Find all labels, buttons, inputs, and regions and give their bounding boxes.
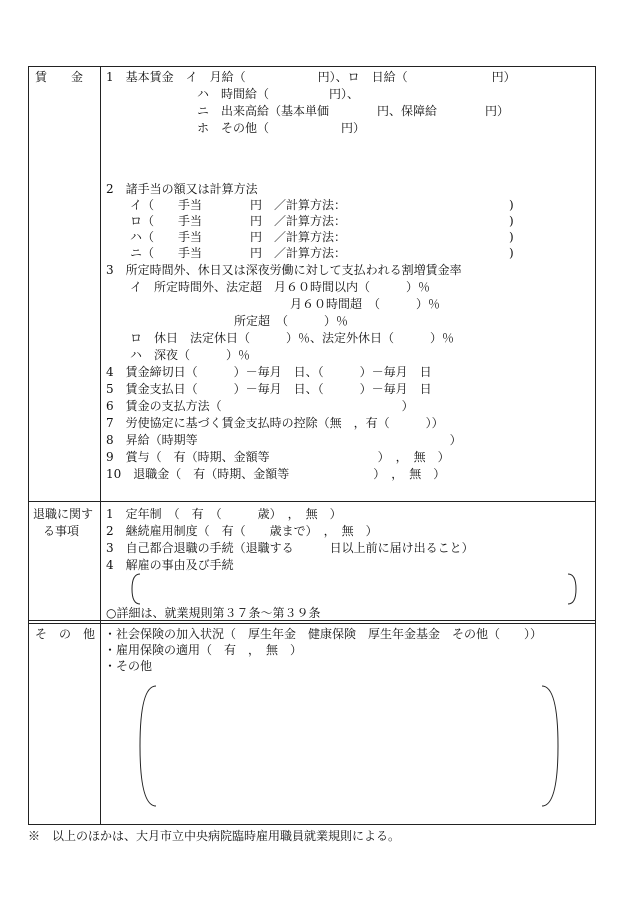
dismissal-bracket bbox=[128, 572, 588, 606]
allowance-line: ニ（ 手当 円 ／計算方法： bbox=[130, 246, 347, 260]
allowance-close: ) bbox=[509, 246, 514, 260]
retire-line: 4 解雇の事由及び手続 bbox=[106, 558, 234, 572]
retire-line: 2 継続雇用制度（ 有（ 歳まで） ， 無 ） bbox=[106, 524, 378, 538]
allowance-close: ) bbox=[509, 230, 514, 244]
allowance-close: ) bbox=[509, 214, 514, 228]
wage-line: ロ 休日 法定休日（ ）％、法定外休日（ ）％ bbox=[130, 331, 455, 345]
wage-header: 賃 金 bbox=[35, 70, 84, 84]
retire-line: 3 自己都合退職の手続（退職する 日以上前に届け出ること） bbox=[106, 541, 474, 555]
footnote: ※ 以上のほかは、大月市立中央病院臨時雇用職員就業規則による。 bbox=[28, 829, 401, 843]
wage-line: 2 諸手当の額又は計算方法 bbox=[106, 182, 258, 196]
allowance-line: ハ（ 手当 円 ／計算方法： bbox=[130, 230, 347, 244]
table-bottom-border bbox=[28, 824, 596, 825]
table-left-border bbox=[28, 66, 29, 825]
wage-line: イ 所定時間外、法定超 月６０時間以内（ ）％ bbox=[130, 280, 431, 294]
wage-line: 所定超 （ ）％ bbox=[234, 314, 349, 328]
other-line: ・社会保険の加入状況（ 厚生年金 健康保険 厚生年金基金 その他（ ）） bbox=[104, 627, 543, 641]
allowance-close: ) bbox=[509, 198, 514, 212]
bracket-right bbox=[568, 574, 576, 604]
wage-line: 9 賞与（ 有（時期、金額等 ） ， 無 ） bbox=[106, 450, 450, 464]
wage-line: 月６０時間超 （ ）％ bbox=[290, 297, 441, 311]
bracket-right bbox=[542, 686, 558, 806]
wage-line: 8 昇給（時期等 ） bbox=[106, 433, 462, 447]
wage-line: 5 賃金支払日（ ）－毎月 日、（ ）－毎月 日 bbox=[106, 382, 432, 396]
retire-line: 1 定年制 （ 有 （ 歳） ， 無 ） bbox=[106, 507, 342, 521]
wage-line: 10 退職金（ 有（時期、金額等 ） ， 無 ） bbox=[106, 467, 446, 481]
other-line: ・雇用保険の適用（ 有 ， 無 ） bbox=[104, 643, 303, 657]
wage-line: 1 基本賃金 イ 月給（ 円）、ロ 日給（ 円） bbox=[106, 70, 516, 84]
table-right-border bbox=[595, 66, 596, 825]
wage-line: 3 所定時間外、休日又は深夜労働に対して支払われる割増賃金率 bbox=[106, 263, 462, 277]
retire-header: る事項 bbox=[43, 524, 80, 538]
other-header: そ の 他 bbox=[35, 627, 96, 641]
wage-line: 6 賃金の支払方法（ ） bbox=[106, 399, 414, 413]
bracket-left bbox=[132, 574, 140, 604]
wage-line: 7 労使協定に基づく賃金支払時の控除（無 ，有（ ）） bbox=[106, 416, 444, 430]
wage-line: 4 賃金締切日（ ）－毎月 日、（ ）－毎月 日 bbox=[106, 365, 432, 379]
other-bracket bbox=[134, 684, 566, 808]
other-line: ・その他 bbox=[104, 659, 153, 673]
row-divider-2b bbox=[28, 623, 596, 624]
wage-line: ニ 出来高給（基本単価 円、保障給 円） bbox=[197, 104, 510, 118]
allowance-line: イ（ 手当 円 ／計算方法： bbox=[130, 198, 347, 212]
retire-detail: ○詳細は、就業規則第３７条～第３９条 bbox=[106, 606, 321, 620]
column-divider bbox=[100, 66, 101, 825]
wage-line: ハ 時間給（ 円）、 bbox=[197, 87, 360, 101]
retire-header: 退職に関す bbox=[33, 507, 94, 521]
table-top-border bbox=[28, 66, 596, 67]
bracket-left bbox=[140, 686, 156, 806]
allowance-line: ロ（ 手当 円 ／計算方法： bbox=[130, 214, 347, 228]
row-divider-2 bbox=[28, 620, 596, 621]
wage-line: ホ その他（ 円） bbox=[197, 121, 366, 135]
row-divider-1 bbox=[28, 501, 596, 502]
wage-line: ハ 深夜（ ）％ bbox=[130, 348, 251, 362]
